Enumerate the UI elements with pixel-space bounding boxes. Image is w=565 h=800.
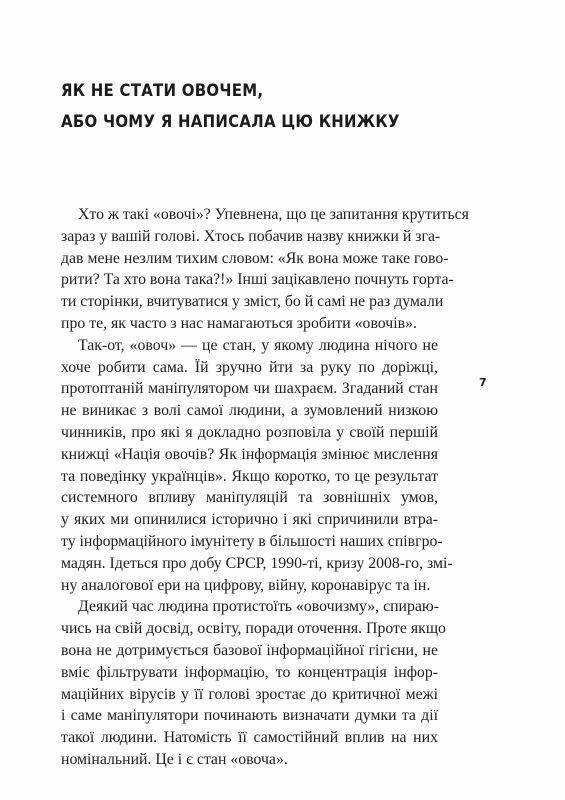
text-line: зараз у вашій голові. Хтось побачив назву книжки й зга- — [61, 227, 441, 245]
text-line: системного впливу маніпуляцій та зовнішніх умов, — [61, 489, 438, 507]
chapter-title — [61, 76, 431, 138]
text-line: мадян. Ідеться про добу СРСР, 1990-ті, кризу 2008-го, змі- — [61, 554, 453, 572]
text-line: Так-от, «овоч» — це стан, у якому людина нічого не — [78, 336, 438, 354]
text-line: чись на свій досвід, освіту, поради оточення. Проте якщо — [61, 620, 446, 638]
text-line: такої людини. Натомість її самостійний вплив на них — [61, 729, 438, 747]
text-line: ну аналогової ери на цифрову, війну, коронавірус та ін. — [61, 576, 431, 594]
text-line: ту інформаційного імунітету в більшості наших співгро- — [61, 532, 443, 550]
text-line: про те, як часто з нас намагаються зробити «овочів». — [61, 314, 417, 332]
text-line: книжці «Нація овочів? Як інформація змінює мислення — [61, 445, 438, 463]
text-line: маційних вірусів у її голові зростає до критичної межі — [61, 685, 438, 703]
text-line: хоче робити сама. Їй зручно йти за руку по доріжці, — [61, 358, 438, 376]
text-line: не виникає з волі самої людини, а зумовлений низкою — [61, 402, 438, 420]
text-line: та поведінку українців». Якщо коротко, то це результат — [61, 467, 438, 485]
text-line: Хто ж такі «овочі»? Упевнена, що це запитання крутиться — [78, 206, 469, 223]
text-line: чинників, про які я докладно розповіла у своїй першій — [61, 423, 438, 441]
text-line: протоптаній маніпулятором чи шахраєм. Згаданий стан — [61, 380, 438, 398]
paragraph — [61, 596, 446, 770]
text-line: і саме маніпулятори починають визначати думки та дії — [61, 707, 438, 725]
text-line: Деякий час людина протистоїть «овочизму», спираю- — [78, 598, 439, 616]
paragraph — [61, 204, 469, 335]
text-line: ти сторінки, вчитуватися у зміст, бо й самі не раз думали — [61, 293, 444, 311]
text-line: дав мене незлим тихим словом: «Як вона може таке гово- — [61, 249, 449, 267]
chapter-title-line-1: ЯК НЕ СТАТИ ОВОЧЕМ, — [61, 81, 264, 101]
page-number: 7 — [479, 376, 487, 389]
text-line: у яких ми опинилися історично і які спричинили втра- — [61, 511, 438, 529]
body-text — [61, 204, 469, 771]
text-line: рити? Та хто вона така?!» Інші зацікавлено почнуть горта- — [61, 271, 454, 289]
text-line: вміє фільтрувати інформацію, то концентрація інфор- — [61, 663, 438, 681]
text-line: номінальний. Це і є стан «овоча». — [61, 750, 288, 768]
text-line: вона не дотримується базової інформаційної гігієни, не — [61, 641, 438, 659]
paragraph — [61, 335, 453, 597]
chapter-title-line-2: АБО ЧОМУ Я НАПИСАЛА ЦЮ КНИЖКУ — [61, 112, 400, 132]
